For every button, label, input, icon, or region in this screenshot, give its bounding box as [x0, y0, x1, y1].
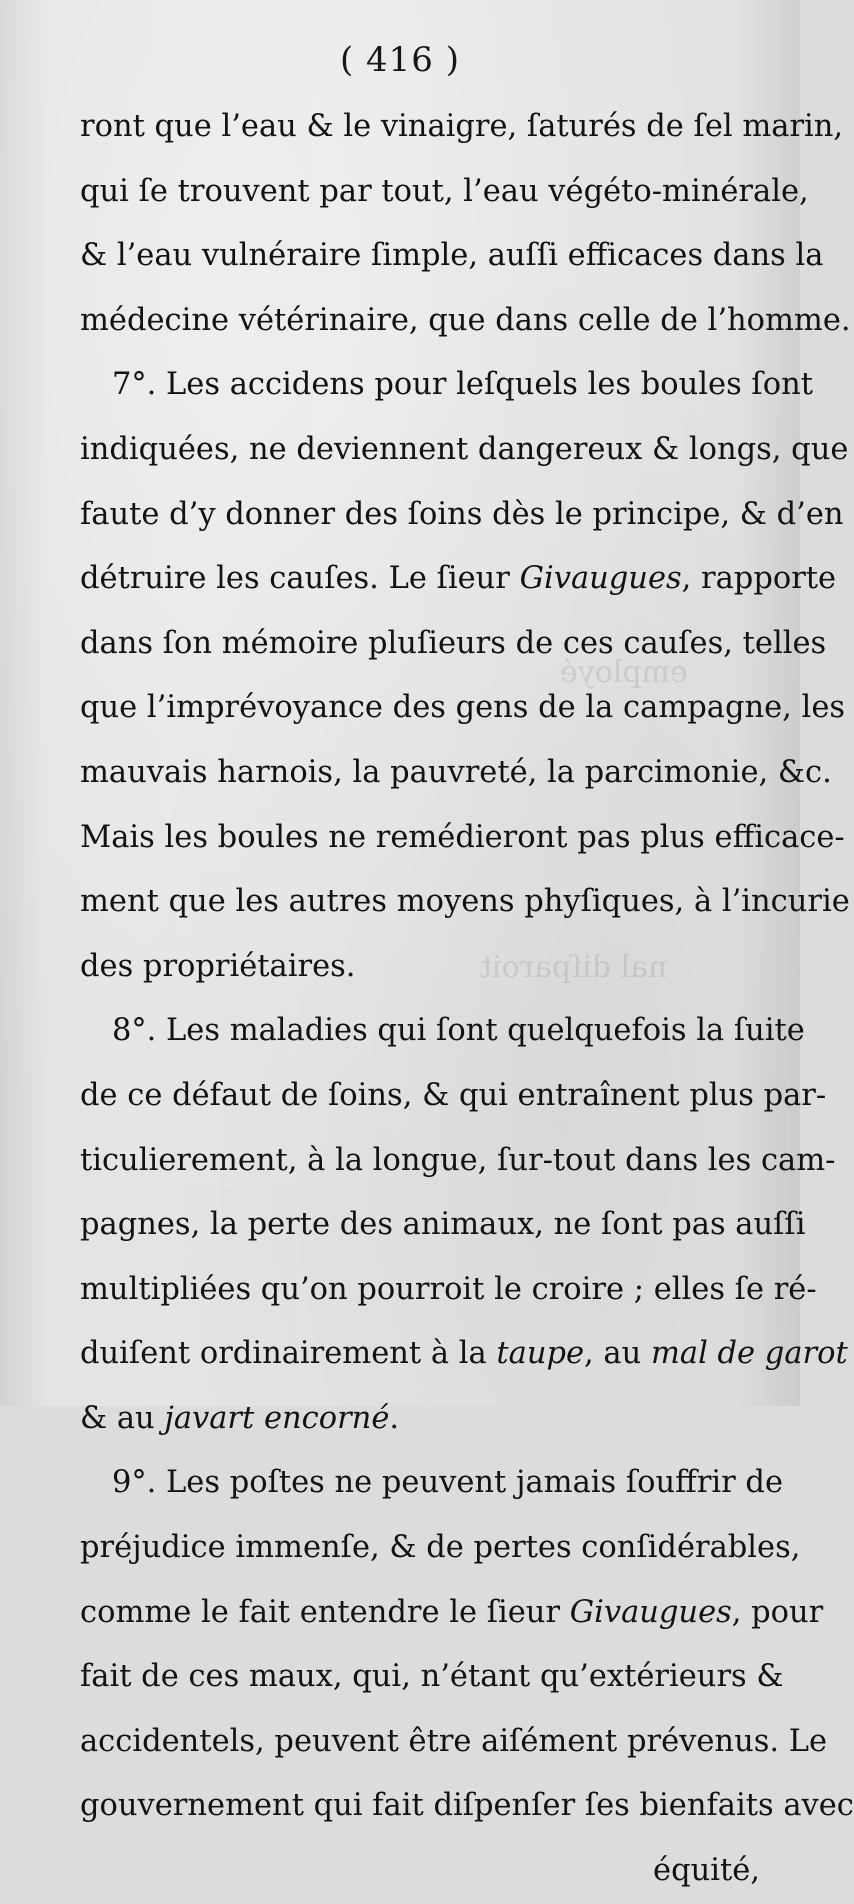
text-line: qui ſe trouvent par tout, l’eau végéto-minérale,	[80, 173, 809, 209]
text-line: dans ſon mémoire pluſieurs de ces cauſes, telles	[80, 625, 827, 661]
show-through-text: nal diſparoit	[480, 950, 668, 985]
text-line: ront que l’eau & le vinaigre, ſaturés de ſel marin,	[80, 109, 844, 144]
text-line: comme le fait entendre le ſieur Givaugues, pour	[80, 1594, 824, 1630]
text-line: faute d’y donner des ſoins dès le principe, & d’en	[80, 496, 844, 532]
text-line: de ce défaut de ſoins, & qui entraînent plus par-	[80, 1077, 827, 1113]
text-line: & l’eau vulnéraire ſimple, auſſi efficaces dans la	[80, 238, 824, 274]
text-line: détruire les cauſes. Le ſieur Givaugues, rapporte	[80, 561, 837, 597]
italic-term: taupe	[496, 1336, 585, 1372]
body-text	[80, 95, 854, 1904]
page-number: ( 416 )	[339, 40, 461, 80]
text-line: duiſent ordinairement à la taupe, au mal de garot	[80, 1336, 848, 1372]
text-line: préjudice immenſe, & de pertes conſidérables,	[80, 1530, 801, 1566]
text-line: 7°. Les accidens pour leſquels les boules ſont	[112, 367, 813, 403]
text-line: mauvais harnois, la pauvreté, la parcimonie, &c.	[80, 754, 832, 790]
text-line: multipliées qu’on pourroit le croire ; elles ſe ré-	[80, 1271, 817, 1307]
italic-term: mal de garot	[650, 1336, 848, 1372]
italic-name: Givaugues	[519, 561, 682, 597]
italic-name: Givaugues	[569, 1594, 732, 1630]
text-line: des propriétaires.	[80, 948, 356, 984]
text-line: ment que les autres moyens phyſiques, à l’incurie	[80, 884, 850, 920]
text-line: Mais les boules ne remédieront pas plus efficace-	[80, 819, 845, 855]
text-line: 9°. Les poſtes ne peuvent jamais ſouffrir de	[112, 1465, 783, 1501]
catchword: équité,	[653, 1853, 760, 1889]
text-line: 8°. Les maladies qui ſont quelquefois la ſuite	[112, 1013, 805, 1049]
text-line: indiquées, ne deviennent dangereux & longs, que	[80, 431, 849, 467]
text-line: médecine vétérinaire, que dans celle de l’homme.	[80, 302, 851, 338]
text-line: fait de ces maux, qui, n’étant qu’extérieurs &	[80, 1659, 784, 1695]
show-through-text: employé	[560, 655, 688, 690]
text-line: gouvernement qui fait diſpenſer ſes bienfaits avec	[80, 1788, 854, 1824]
text-line: pagnes, la perte des animaux, ne ſont pas auſſi	[80, 1207, 806, 1243]
text-line: & au javart encorné.	[80, 1400, 400, 1436]
text-line: ticulierement, à la longue, ſur-tout dans les cam-	[80, 1142, 836, 1178]
italic-term: javart encorné	[164, 1400, 390, 1436]
text-line: que l’imprévoyance des gens de la campagne, les	[80, 690, 846, 726]
text-line: accidentels, peuvent être aiſément prévenus. Le	[80, 1723, 828, 1759]
